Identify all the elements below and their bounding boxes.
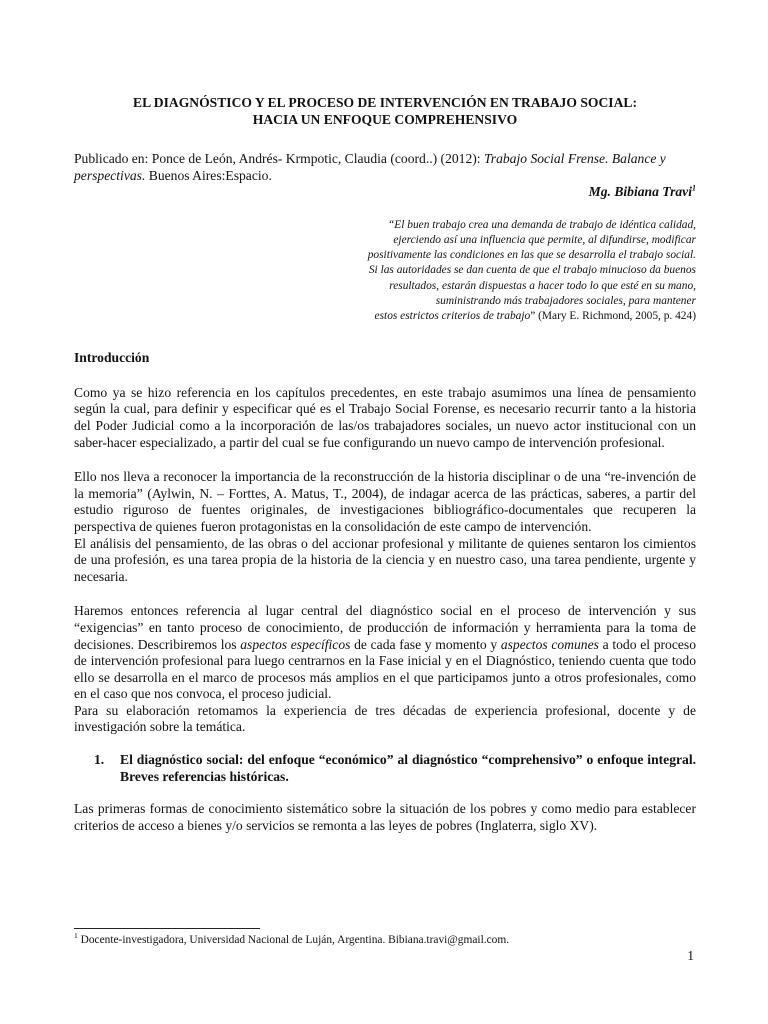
- footnote-mark: 1: [74, 931, 78, 941]
- footnote-divider: [74, 928, 260, 929]
- epigraph: [74, 218, 696, 324]
- paragraph-4-part-b: de cada fase y momento y: [350, 636, 501, 652]
- publication-prefix: Publicado en: Ponce de León, Andrés- Krmpotic, Claudia (coord..) (2012):: [74, 151, 484, 166]
- paragraph-4-part-a: Haremos entonces referencia al lugar central del diagnóstico social en el proceso de intervención y sus “exigencias” en tanto proceso de conocimiento, de producción de información y herramienta para la toma de decisiones. Describiremos los: [74, 603, 696, 652]
- document-page: [74, 94, 696, 834]
- paragraph-2: Ello nos lleva a reconocer la importancia de la reconstrucción de la historia disciplinar o de una “re-invención de la memoria” (Aylwin, N. – Forttes, A. Matus, T., 2004), de indagar acerca de las prácticas, saberes, a partir del estudio riguroso de fuentes originales, de investigaciones bibliográfico-documentales que recuperen la perspectiva de quienes fueron protagonistas en la consolidación de este campo de intervención.: [74, 469, 696, 534]
- section-1-heading: [94, 752, 696, 785]
- publication-info: [74, 151, 696, 184]
- epigraph-line: “El buen trabajo crea una demanda de trabajo de idéntica calidad,: [387, 218, 696, 231]
- epigraph-line: positivamente las condiciones en las que se desarrolla el trabajo social.: [367, 249, 696, 262]
- title-line-2: HACIA UN ENFOQUE COMPREHENSIVO: [252, 112, 518, 127]
- section-1-title: El diagnóstico social: del enfoque “económico” al diagnóstico “comprehensivo” o enfoque integral. Breves referencias históricas.: [120, 752, 696, 784]
- paragraph-5: Para su elaboración retomamos la experiencia de tres décadas de experiencia profesional, docente y de investigación sobre la temática.: [74, 702, 696, 735]
- paragraph-1: Como ya se hizo referencia en los capítulos precedentes, en este trabajo asumimos una línea de pensamiento según la cual, para definir y especificar qué es el Trabajo Social Forense, es necesario recurrir tanto a la historia del Poder Judicial como a la incorporación de las/os trabajadores sociales, un nuevo actor institucional con un saber-hacer especializado, a partir del cual se fue configurando un nuevo campo de intervención profesional.: [74, 384, 696, 450]
- epigraph-citation: ” (Mary E. Richmond, 2005, p. 424): [530, 310, 696, 322]
- epigraph-line: Si las autoridades se dan cuenta de que el trabajo minucioso da buenos: [368, 264, 696, 277]
- footnote-text: Docente-investigadora, Universidad Nacional de Luján, Argentina. Bibiana.travi@gmail.com.: [77, 934, 510, 946]
- epigraph-line: suministrando más trabajadores sociales, para mantener: [435, 294, 696, 307]
- footnote: [74, 933, 696, 947]
- intro-heading: Introducción: [74, 350, 150, 366]
- paragraph-3: El análisis del pensamiento, de las obras o del accionar profesional y militante de quienes sentaron los cimientos de una profesión, es una tarea propia de la historia de la ciencia y en nuestro caso, una tarea pendiente, urgente y necesaria.: [74, 535, 696, 584]
- author-line: [74, 184, 696, 201]
- publication-book-title: Trabajo Social Frense. Balance y perspectivas.: [74, 151, 666, 183]
- author-name: Mg. Bibiana Travi: [588, 184, 692, 200]
- paragraph-4: [74, 603, 696, 703]
- epigraph-line: resultados, estarán dispuestas a hacer todo lo que esté en su mano,: [389, 279, 696, 292]
- epigraph-line: ejerciendo así una influencia que permite, al difundirse, modificar: [393, 233, 696, 246]
- paragraph-6: Las primeras formas de conocimiento sistemático sobre la situación de los pobres y como medio para establecer criterios de acceso a bienes y/o servicios se remonta a las leyes de pobres (Inglaterra, siglo XV).: [74, 801, 696, 833]
- section-1-number: 1.: [94, 752, 105, 768]
- epigraph-last-line-text: estos estrictos criterios de trabajo: [374, 310, 531, 322]
- page-number: 1: [687, 948, 694, 963]
- paragraph-4-italic-2: aspectos comunes: [500, 636, 599, 652]
- paragraph-4-part-c: a todo el proceso de intervención profesional para luego centrarnos en la Fase inicial y en el Diagnóstico, teniendo cuenta que todo ello se desarrolla en el marco de procesos más amplios en el que participamos junto a otros profesionales, como en el caso que nos convoca, el proceso judicial.: [74, 636, 696, 702]
- title-line-1: EL DIAGNÓSTICO Y EL PROCESO DE INTERVENCIÓN EN TRABAJO SOCIAL:: [133, 95, 637, 110]
- epigraph-last-line: [74, 309, 696, 324]
- document-title: [74, 94, 696, 128]
- publication-suffix: Buenos Aires:Espacio.: [145, 167, 272, 183]
- paragraph-4-italic-1: aspectos específicos: [240, 636, 351, 652]
- author-footnote-mark[interactable]: 1: [692, 183, 696, 193]
